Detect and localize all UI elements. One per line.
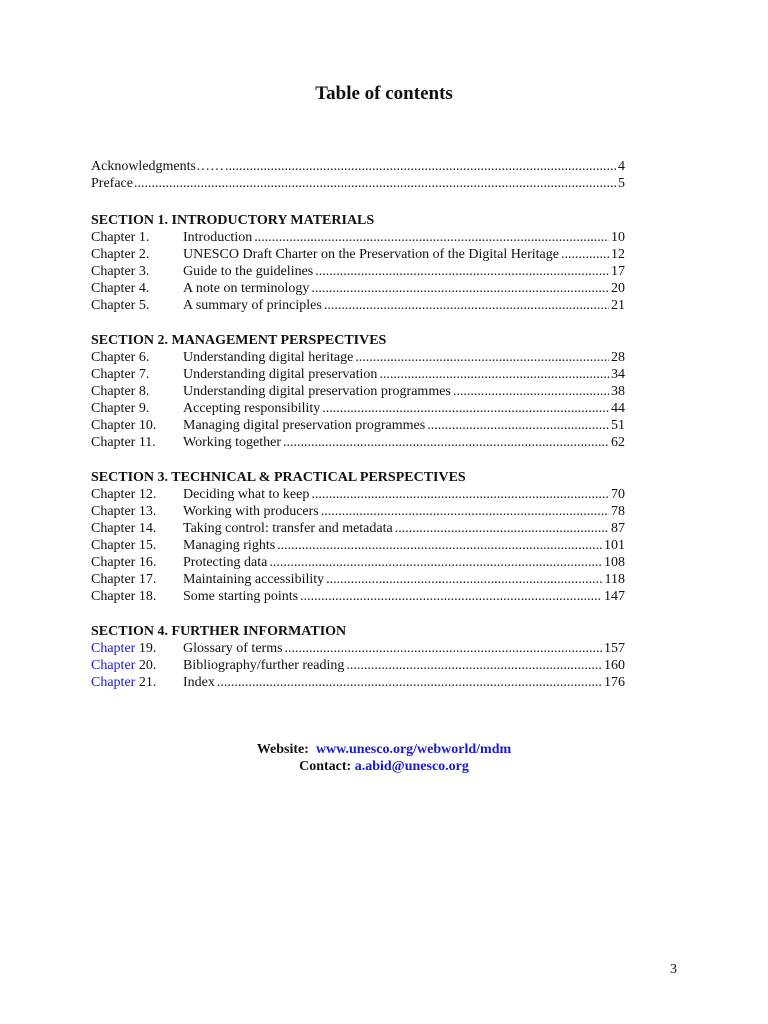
contact-footer	[0, 741, 768, 775]
chapter-title: UNESCO Draft Charter on the Preservation of the Digital Heritage	[183, 247, 559, 262]
dot-leader	[269, 554, 602, 571]
table-of-contents	[91, 158, 625, 691]
chapter-title: Maintaining accessibility	[183, 572, 325, 587]
dot-leader	[324, 297, 609, 314]
dot-leader	[311, 280, 609, 297]
toc-entry-chapter-10[interactable]	[91, 417, 625, 434]
toc-entry-chapter-7[interactable]	[91, 366, 625, 383]
chapter-title: Taking control: transfer and metadata	[183, 521, 393, 536]
chapter-title: Understanding digital heritage	[183, 350, 354, 365]
chapter-label: Chapter 4.	[91, 281, 150, 296]
dot-leader	[315, 263, 609, 280]
toc-entry-chapter-12[interactable]	[91, 486, 625, 503]
chapter-label: Chapter 11.	[91, 435, 156, 450]
dot-leader	[322, 400, 609, 417]
toc-entry-chapter-17[interactable]	[91, 571, 625, 588]
chapter-label: Chapter 14.	[91, 521, 157, 536]
chapter-page: 70	[611, 487, 625, 502]
chapter-page: 78	[611, 504, 625, 519]
toc-entry-chapter-5[interactable]	[91, 297, 625, 314]
chapter-title: Understanding digital preservation	[183, 367, 378, 382]
page-title: Table of contents	[315, 83, 453, 104]
chapter-label: Chapter 13.	[91, 504, 157, 519]
toc-entry-chapter-14[interactable]	[91, 520, 625, 537]
chapter-page: 12	[611, 247, 625, 262]
dot-leader	[283, 434, 609, 451]
chapter-page: 160	[604, 658, 625, 673]
dot-leader	[427, 417, 609, 434]
chapter-label: Chapter 1.	[91, 230, 150, 245]
chapter-page: 62	[611, 435, 625, 450]
chapter-title: Understanding digital preservation programmes	[183, 384, 451, 399]
chapter-title: Glossary of terms	[183, 641, 283, 656]
contact-line	[0, 758, 768, 775]
chapter-page: 87	[611, 521, 625, 536]
section-heading: SECTION 4. FURTHER INFORMATION	[91, 624, 347, 639]
chapter-label[interactable]	[91, 657, 183, 674]
chapter-label[interactable]	[91, 674, 183, 691]
toc-entry-chapter-18[interactable]	[91, 588, 625, 605]
chapter-label: Chapter 3.	[91, 264, 150, 279]
chapter-title: Bibliography/further reading	[183, 658, 345, 673]
chapter-label: Chapter 15.	[91, 538, 157, 553]
chapter-title: Protecting data	[183, 555, 268, 570]
chapter-page: 34	[611, 367, 625, 382]
dot-leader	[225, 158, 616, 175]
toc-entry-chapter-13[interactable]	[91, 503, 625, 520]
toc-entry-page: 4	[618, 159, 625, 174]
section-heading: SECTION 2. MANAGEMENT PERSPECTIVES	[91, 333, 387, 348]
chapter-page: 21	[611, 298, 625, 313]
toc-entry-chapter-4[interactable]	[91, 280, 625, 297]
contact-label: Contact:	[299, 759, 352, 774]
chapter-page: 38	[611, 384, 625, 399]
chapter-link[interactable]: Chapter	[91, 641, 136, 656]
chapter-label: Chapter 5.	[91, 298, 150, 313]
chapter-page: 108	[604, 555, 625, 570]
toc-entry-chapter-6[interactable]	[91, 349, 625, 366]
contact-email-link[interactable]: a.abid@unesco.org	[354, 759, 469, 774]
chapter-title: Working with producers	[183, 504, 319, 519]
toc-entry-page: 5	[618, 176, 625, 191]
website-link[interactable]: www.unesco.org/webworld/mdm	[315, 742, 512, 757]
chapter-page: 28	[611, 350, 625, 365]
chapter-title: Managing rights	[183, 538, 276, 553]
toc-entry-acknowledgments[interactable]	[91, 158, 625, 175]
toc-entry-title: Preface	[91, 176, 133, 191]
chapter-title: Working together	[183, 435, 282, 450]
chapter-label: Chapter 12.	[91, 487, 157, 502]
dot-leader	[277, 537, 602, 554]
toc-entry-chapter-8[interactable]	[91, 383, 625, 400]
dot-leader	[346, 657, 602, 674]
chapter-title: Index	[183, 675, 215, 690]
toc-entry-preface[interactable]	[91, 175, 625, 192]
chapter-page: 44	[611, 401, 625, 416]
chapter-page: 10	[611, 230, 625, 245]
chapter-title: Deciding what to keep	[183, 487, 310, 502]
website-label: Website:	[256, 742, 309, 757]
chapter-title: Some starting points	[183, 589, 299, 604]
chapter-page: 51	[611, 418, 625, 433]
chapter-page: 118	[604, 572, 625, 587]
chapter-label: Chapter 7.	[91, 367, 150, 382]
chapter-link[interactable]: Chapter	[91, 658, 136, 673]
chapter-title: Managing digital preservation programmes	[183, 418, 426, 433]
chapter-number: 20.	[135, 658, 157, 673]
chapter-title: A note on terminology	[183, 281, 310, 296]
toc-entry-chapter-9[interactable]	[91, 400, 625, 417]
dot-leader	[254, 229, 609, 246]
chapter-number: 21.	[135, 675, 157, 690]
chapter-page: 101	[604, 538, 625, 553]
toc-entry-chapter-1[interactable]	[91, 229, 625, 246]
toc-entry-title: Acknowledgments……	[91, 159, 224, 174]
page-number: 3	[670, 962, 677, 977]
website-line	[0, 741, 768, 758]
dot-leader	[217, 674, 602, 691]
chapter-label: Chapter 10.	[91, 418, 157, 433]
chapter-title: Guide to the guidelines	[183, 264, 314, 279]
dot-leader	[453, 383, 609, 400]
dot-leader	[300, 588, 602, 605]
dot-leader	[311, 486, 609, 503]
dot-leader	[395, 520, 609, 537]
dot-leader	[326, 571, 602, 588]
chapter-label: Chapter 8.	[91, 384, 150, 399]
toc-entry-chapter-2[interactable]	[91, 246, 625, 263]
chapter-page: 20	[611, 281, 625, 296]
section-heading: SECTION 3. TECHNICAL & PRACTICAL PERSPECTIVES	[91, 470, 466, 485]
chapter-page: 17	[611, 264, 625, 279]
chapter-label: Chapter 16.	[91, 555, 157, 570]
toc-entry-chapter-19[interactable]	[91, 640, 625, 657]
toc-entry-chapter-21[interactable]	[91, 674, 625, 691]
chapter-title: Accepting responsibility	[183, 401, 321, 416]
dot-leader	[134, 175, 616, 192]
chapter-page: 157	[604, 641, 625, 656]
chapter-label: Chapter 2.	[91, 247, 150, 262]
toc-entry-chapter-15[interactable]	[91, 537, 625, 554]
dot-leader	[285, 640, 602, 657]
chapter-link[interactable]: Chapter	[91, 675, 136, 690]
chapter-label[interactable]	[91, 640, 183, 657]
chapter-title: Introduction	[183, 230, 253, 245]
chapter-label: Chapter 6.	[91, 350, 150, 365]
dot-leader	[561, 246, 609, 263]
chapter-label: Chapter 17.	[91, 572, 157, 587]
dot-leader	[379, 366, 609, 383]
chapter-page: 176	[604, 675, 625, 690]
section-heading: SECTION 1. INTRODUCTORY MATERIALS	[91, 213, 375, 228]
dot-leader	[321, 503, 609, 520]
chapter-label: Chapter 9.	[91, 401, 150, 416]
toc-entry-chapter-11[interactable]	[91, 434, 625, 451]
chapter-number: 19.	[135, 641, 157, 656]
chapter-page: 147	[604, 589, 625, 604]
dot-leader	[355, 349, 609, 366]
chapter-label: Chapter 18.	[91, 589, 157, 604]
toc-entry-chapter-3[interactable]	[91, 263, 625, 280]
toc-entry-chapter-16[interactable]	[91, 554, 625, 571]
chapter-title: A summary of principles	[183, 298, 322, 313]
toc-entry-chapter-20[interactable]	[91, 657, 625, 674]
